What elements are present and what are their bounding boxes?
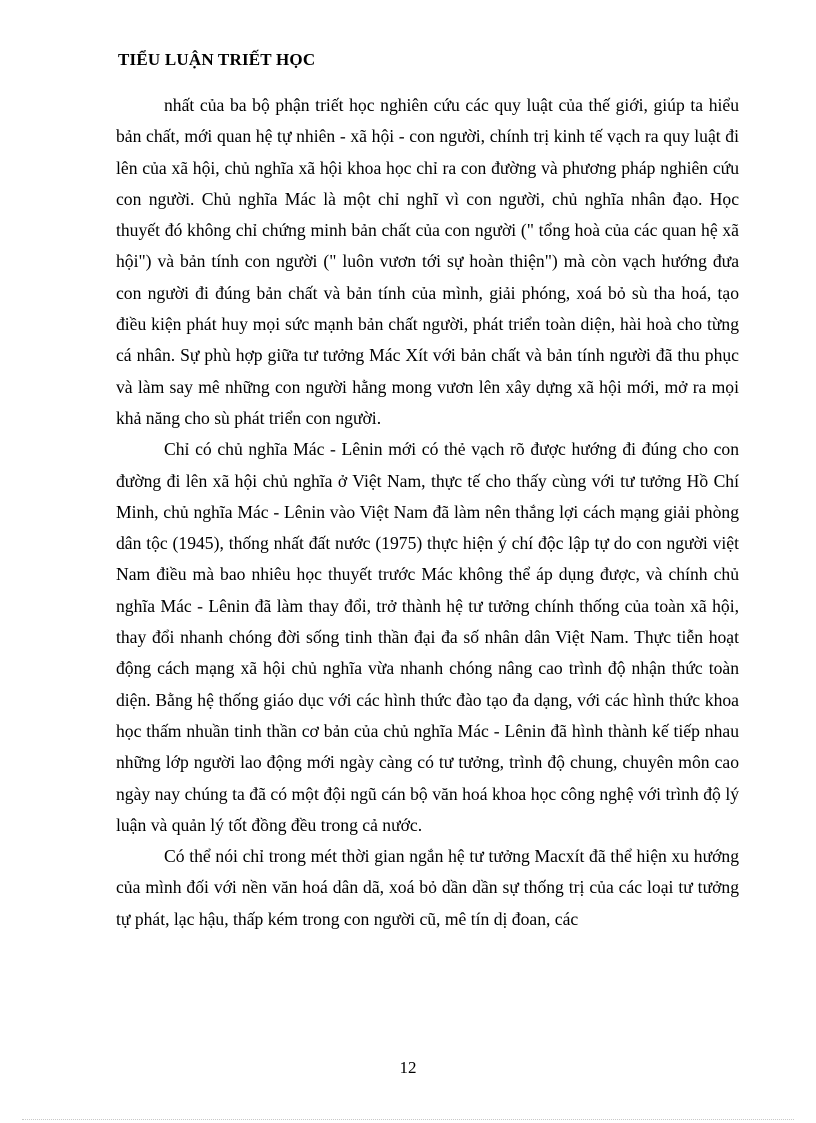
body-paragraph-1: nhất của ba bộ phận triết học nghiên cứu các quy luật của thế giới, giúp ta hiểu bản chất, mới quan hệ tự nhiên - xã hội - con người, chính trị kinh tế vạch ra quy luật đi lên của xã hội, chủ nghĩa xã hội khoa học chỉ ra con đường và phương pháp nghiên cứu con người. Chủ nghĩa Mác là một chỉ nghĩ vì con người, chủ nghĩa nhân đạo. Học thuyết đó không chỉ chứng minh bản chất của con người (" tổng hoà của các quan hệ xã hội") và bản tính con người (" luôn vươn tới sự hoàn thiện") mà còn vạch hướng đưa con người đi đúng bản chất và bản tính của mình, giải phóng, xoá bỏ sù tha hoá, tạo điều kiện phát huy mọi sức mạnh bản chất người, phát triển toàn diện, hài hoà cho từng cá nhân. Sự phù hợp giữa tư tưởng Mác Xít với bản chất và bản tính người đã thu phục và làm say mê những con người hằng mong vươn lên xây dựng xã hội mới, mở ra mọi khả năng cho sù phát triển con người. (116, 95, 739, 428)
document-header: TIỂU LUẬN TRIẾT HỌC (118, 50, 316, 69)
page-bottom-divider (22, 1119, 794, 1120)
document-body (116, 90, 739, 935)
body-paragraph-2: Chỉ có chủ nghĩa Mác - Lênin mới có thẻ vạch rõ được hướng đi đúng cho con đường đi lên xã hội chủ nghĩa ở Việt Nam, thực tế cho thấy cùng với tư tưởng Hồ Chí Minh, chủ nghĩa Mác - Lênin vào Việt Nam đã làm nên thắng lợi cách mạng giải phòng dân tộc (1945), thống nhất đất nước (1975) thực hiện ý chí độc lập tự do con người việt Nam điều mà bao nhiêu học thuyết trước Mác không thể áp dụng được, và chính chủ nghĩa Mác - Lênin đã làm thay đổi, trở thành hệ tư tưởng chính thống của toàn xã hội, thay đổi nhanh chóng đời sống tinh thần đại đa số nhân dân Việt Nam. Thực tiễn hoạt động cách mạng xã hội chủ nghĩa vừa nhanh chóng nâng cao trình độ nhận thức toàn diện. Bằng hệ thống giáo dục với các hình thức đào tạo đa dạng, với các hình thức khoa học thấm nhuần tinh thần cơ bản của chủ nghĩa Mác - Lênin đã hình thành kế tiếp nhau những lớp người lao động mới ngày càng có tư tưởng, trình độ chung, chuyên môn cao ngày nay chúng ta đã có một đội ngũ cán bộ văn hoá khoa học công nghệ với trình độ lý luận và quản lý tốt đồng đều trong cả nước. (116, 439, 739, 835)
page-number: 12 (399, 1058, 417, 1077)
body-paragraph-3: Có thể nói chỉ trong mét thời gian ngắn hệ tư tưởng Macxít đã thể hiện xu hướng của mình đối với nền văn hoá dân dã, xoá bỏ dần dần sự thống trị của các loại tư tưởng tự phát, lạc hậu, thấp kém trong con người cũ, mê tín dị đoan, các (116, 846, 739, 929)
